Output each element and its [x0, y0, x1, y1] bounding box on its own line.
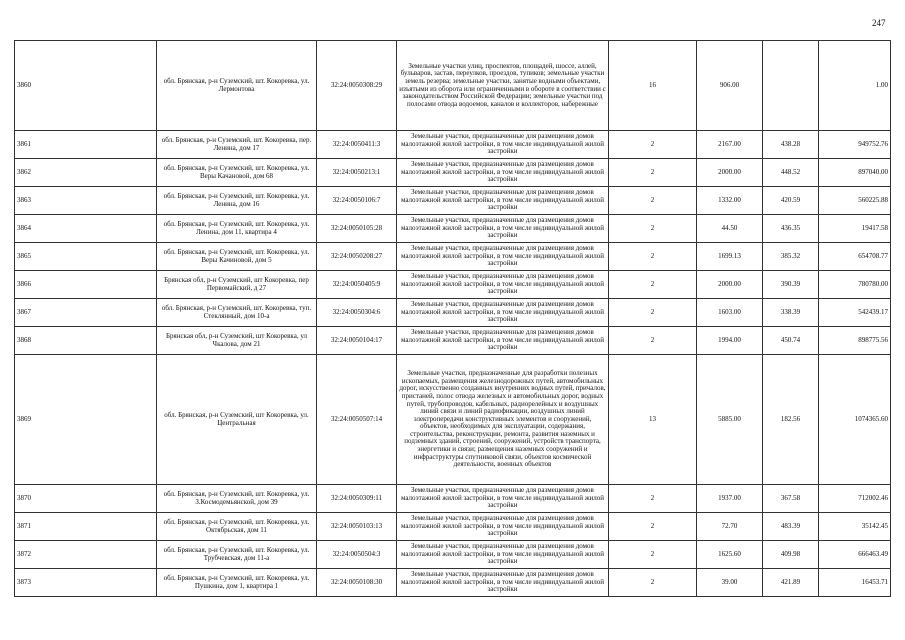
area-cell: 906.00 [697, 41, 763, 131]
cadastral-cost-cell: 542439.17 [819, 299, 891, 327]
address-cell: обл. Брянская, р-н Суземский, шт. Кокоревка, ул. Пушкина, дом 1, квартира 1 [157, 569, 317, 597]
cadastral-number-cell: 32:24:0050308:29 [317, 41, 397, 131]
cadastral-number-cell: 32:24:0050507:14 [317, 355, 397, 485]
area-cell: 1994.00 [697, 327, 763, 355]
use-code-cell: 2 [609, 541, 697, 569]
address-cell: обл. Брянская, р-н Суземский, шт Кокоревка, ул. Центральная [157, 355, 317, 485]
area-cell: 1699.13 [697, 243, 763, 271]
row-number: 3867 [15, 299, 157, 327]
land-use-cell: Земельные участки, предназначенные для размещения домов малоэтажной жилой застройки, в том числе индивидуальной жилой застройки [397, 131, 609, 159]
use-code-cell: 2 [609, 513, 697, 541]
area-cell: 1937.00 [697, 485, 763, 513]
cadastral-cost-cell: 666463.49 [819, 541, 891, 569]
cadastral-number-cell: 32:24:0050108:30 [317, 569, 397, 597]
land-use-cell: Земельные участки, предназначенные для размещения домов малоэтажной жилой застройки, в том числе индивидуальной жилой застройки [397, 485, 609, 513]
specific-value-cell: 409.98 [763, 541, 819, 569]
table-row [15, 131, 891, 159]
cadastral-cost-cell: 712002.46 [819, 485, 891, 513]
land-use-cell: Земельные участки, предназначенные для размещения домов малоэтажной жилой застройки, в том числе индивидуальной жилой застройки [397, 271, 609, 299]
specific-value-cell: 438.28 [763, 131, 819, 159]
table-row [15, 41, 891, 131]
cadastral-number-cell: 32:24:0050213:1 [317, 159, 397, 187]
land-use-cell: Земельные участки, предназначенные для размещения домов малоэтажной жилой застройки, в том числе индивидуальной жилой застройки [397, 569, 609, 597]
cadastral-number-cell: 32:24:0050103:13 [317, 513, 397, 541]
address-cell: обл. Брянская, р-н Суземский, шт. Кокоревка, ул. Ленина, дом 11, квартира 4 [157, 215, 317, 243]
table-row [15, 159, 891, 187]
area-cell: 2000.00 [697, 159, 763, 187]
area-cell: 72.70 [697, 513, 763, 541]
cadastral-cost-cell: 654708.77 [819, 243, 891, 271]
address-cell: обл. Брянская, р-н Суземский, шт. Кокоревка, ул. Лермонтова [157, 41, 317, 131]
table-row [15, 355, 891, 485]
address-cell: обл. Брянская, р-н Суземский, шт. Кокоревка, ул. З.Космодемьянской, дом 39 [157, 485, 317, 513]
use-code-cell: 2 [609, 271, 697, 299]
address-cell: обл. Брянская, р-н Суземский, шт. Кокоревка, пер. Ленина, дом 17 [157, 131, 317, 159]
specific-value-cell [763, 41, 819, 131]
use-code-cell: 2 [609, 243, 697, 271]
specific-value-cell: 390.39 [763, 271, 819, 299]
row-number: 3868 [15, 327, 157, 355]
cadastral-cost-cell: 1074365.60 [819, 355, 891, 485]
area-cell: 1332.00 [697, 187, 763, 215]
use-code-cell: 2 [609, 299, 697, 327]
land-use-cell: Земельные участки, предназначенные для размещения домов малоэтажной жилой застройки, в том числе индивидуальной жилой застройки [397, 215, 609, 243]
row-number: 3866 [15, 271, 157, 299]
land-use-cell: Земельные участки, предназначенные для размещения домов малоэтажной жилой застройки, в том числе индивидуальной жилой застройки [397, 513, 609, 541]
area-cell: 5885.00 [697, 355, 763, 485]
area-cell: 1603.00 [697, 299, 763, 327]
cadastral-cost-cell: 35142.45 [819, 513, 891, 541]
table-row [15, 485, 891, 513]
cadastral-number-cell: 32:24:0050411:3 [317, 131, 397, 159]
cadastral-cost-cell: 780780.00 [819, 271, 891, 299]
area-cell: 2167.00 [697, 131, 763, 159]
specific-value-cell: 421.89 [763, 569, 819, 597]
cadastral-number-cell: 32:24:0050106:7 [317, 187, 397, 215]
use-code-cell: 2 [609, 159, 697, 187]
land-use-cell: Земельные участки, предназначенные для размещения домов малоэтажной жилой застройки, в том числе индивидуальной жилой застройки [397, 327, 609, 355]
use-code-cell: 13 [609, 355, 697, 485]
cadastral-number-cell: 32:24:0050208:27 [317, 243, 397, 271]
cadastral-cost-cell: 898775.56 [819, 327, 891, 355]
land-use-cell: Земельные участки, предназначенные для размещения домов малоэтажной жилой застройки, в том числе индивидуальной жилой застройки [397, 243, 609, 271]
use-code-cell: 2 [609, 327, 697, 355]
row-number: 3862 [15, 159, 157, 187]
table-row [15, 215, 891, 243]
table-row [15, 541, 891, 569]
specific-value-cell: 450.74 [763, 327, 819, 355]
table-row [15, 243, 891, 271]
table-body [15, 41, 891, 597]
use-code-cell: 2 [609, 485, 697, 513]
address-cell: обл. Брянская, р-н Суземский, шт. Кокоревка, ул. Веры Качиновой, дом 5 [157, 243, 317, 271]
address-cell: обл. Брянская, р-н Суземский, шт. Кокоревка, ул. Веры Качановой, дом 68 [157, 159, 317, 187]
row-number: 3863 [15, 187, 157, 215]
row-number: 3872 [15, 541, 157, 569]
cadastral-number-cell: 32:24:0050105:28 [317, 215, 397, 243]
cadastral-number-cell: 32:24:0050504:3 [317, 541, 397, 569]
land-use-cell: Земельные участки, предназначенные для размещения домов малоэтажной жилой застройки, в том числе индивидуальной жилой застройки [397, 541, 609, 569]
cadastral-number-cell: 32:24:0050104:17 [317, 327, 397, 355]
specific-value-cell: 338.39 [763, 299, 819, 327]
specific-value-cell: 483.39 [763, 513, 819, 541]
cadastral-number-cell: 32:24:0050304:6 [317, 299, 397, 327]
use-code-cell: 2 [609, 569, 697, 597]
address-cell: Брянская обл, р-н Суземский, шт Кокоревка, пер Первомайский, д 27 [157, 271, 317, 299]
table-row [15, 271, 891, 299]
area-cell: 44.50 [697, 215, 763, 243]
address-cell: обл. Брянская, р-н Суземский, шт. Кокоревка, ул. Октябрьская, дом 11 [157, 513, 317, 541]
page-number: 247 [872, 18, 886, 28]
use-code-cell: 2 [609, 131, 697, 159]
table-row [15, 299, 891, 327]
specific-value-cell: 367.58 [763, 485, 819, 513]
cadastral-cost-cell: 897040.00 [819, 159, 891, 187]
specific-value-cell: 420.59 [763, 187, 819, 215]
row-number: 3870 [15, 485, 157, 513]
land-use-cell: Земельные участки, предназначенные для размещения домов малоэтажной жилой застройки, в том числе индивидуальной жилой застройки [397, 159, 609, 187]
address-cell: обл. Брянская, р-н Суземский, шт. Кокоревка, ул. Ленина, дом 16 [157, 187, 317, 215]
table-row [15, 327, 891, 355]
cadastral-cost-cell: 16453.71 [819, 569, 891, 597]
cadastral-cost-cell: 1.00 [819, 41, 891, 131]
cadastral-value-table [14, 40, 891, 597]
specific-value-cell: 436.35 [763, 215, 819, 243]
area-cell: 2000.00 [697, 271, 763, 299]
row-number: 3861 [15, 131, 157, 159]
table-row [15, 569, 891, 597]
land-use-cell: Земельные участки, предназначенные для разработки полезных ископаемых, размещения железнодорожных путей, автомобильных дорог, искусственно созданных внутренних водных путей, причалов, пристаней, полос отвода железных и автомобильных дорог, водных путей, трубопроводов, кабельных, радиорелейных и воздушных линий связи и линий радиофикации, воздушных линий электропередачи конструктивных элементов и сооружений, объектов, необходимых для эксплуатации, содержания, строительства, реконструкции, ремонта, развития наземных и подземных зданий, строений, сооружений, устройств транспорта, энергетики и связи; размещения наземных сооружений и инфраструктуры спутниковой связи, объектов космической деятельности, военных объектов [397, 355, 609, 485]
area-cell: 1625.60 [697, 541, 763, 569]
specific-value-cell: 448.52 [763, 159, 819, 187]
land-use-cell: Земельные участки улиц, проспектов, площадей, шоссе, аллей, бульваров, застав, переулков, проездов, тупиков; земельные участки земель резерва; земельные участки, занятые водными объектами, изъятыми из оборота или ограниченными в обороте в соответствии с законодательством Российской Федерации; земельные участки под полосами отвода водоемов, каналов и коллекторов, набережные [397, 41, 609, 131]
area-cell: 39.00 [697, 569, 763, 597]
specific-value-cell: 385.32 [763, 243, 819, 271]
row-number: 3864 [15, 215, 157, 243]
row-number: 3865 [15, 243, 157, 271]
cadastral-cost-cell: 949752.76 [819, 131, 891, 159]
land-use-cell: Земельные участки, предназначенные для размещения домов малоэтажной жилой застройки, в том числе индивидуальной жилой застройки [397, 299, 609, 327]
cadastral-number-cell: 32:24:0050405:9 [317, 271, 397, 299]
table-row [15, 187, 891, 215]
address-cell: обл. Брянская, р-н Суземский, шт. Кокоревка, ул. Трубчевская, дом 11-а [157, 541, 317, 569]
use-code-cell: 2 [609, 215, 697, 243]
land-use-cell: Земельные участки, предназначенные для размещения домов малоэтажной жилой застройки, в том числе индивидуальной жилой застройки [397, 187, 609, 215]
use-code-cell: 2 [609, 187, 697, 215]
row-number: 3869 [15, 355, 157, 485]
address-cell: обл. Брянская, р-н Суземский, шт. Кокоревка, туп. Стеклянный, дом 10-а [157, 299, 317, 327]
cadastral-cost-cell: 560225.88 [819, 187, 891, 215]
row-number: 3871 [15, 513, 157, 541]
use-code-cell: 16 [609, 41, 697, 131]
cadastral-number-cell: 32:24:0050309:11 [317, 485, 397, 513]
table-row [15, 513, 891, 541]
row-number: 3873 [15, 569, 157, 597]
address-cell: Брянская обл, р-н Суземский, шт Кокоревка, ул Чкалова, дом 21 [157, 327, 317, 355]
row-number: 3860 [15, 41, 157, 131]
cadastral-cost-cell: 19417.58 [819, 215, 891, 243]
specific-value-cell: 182.56 [763, 355, 819, 485]
